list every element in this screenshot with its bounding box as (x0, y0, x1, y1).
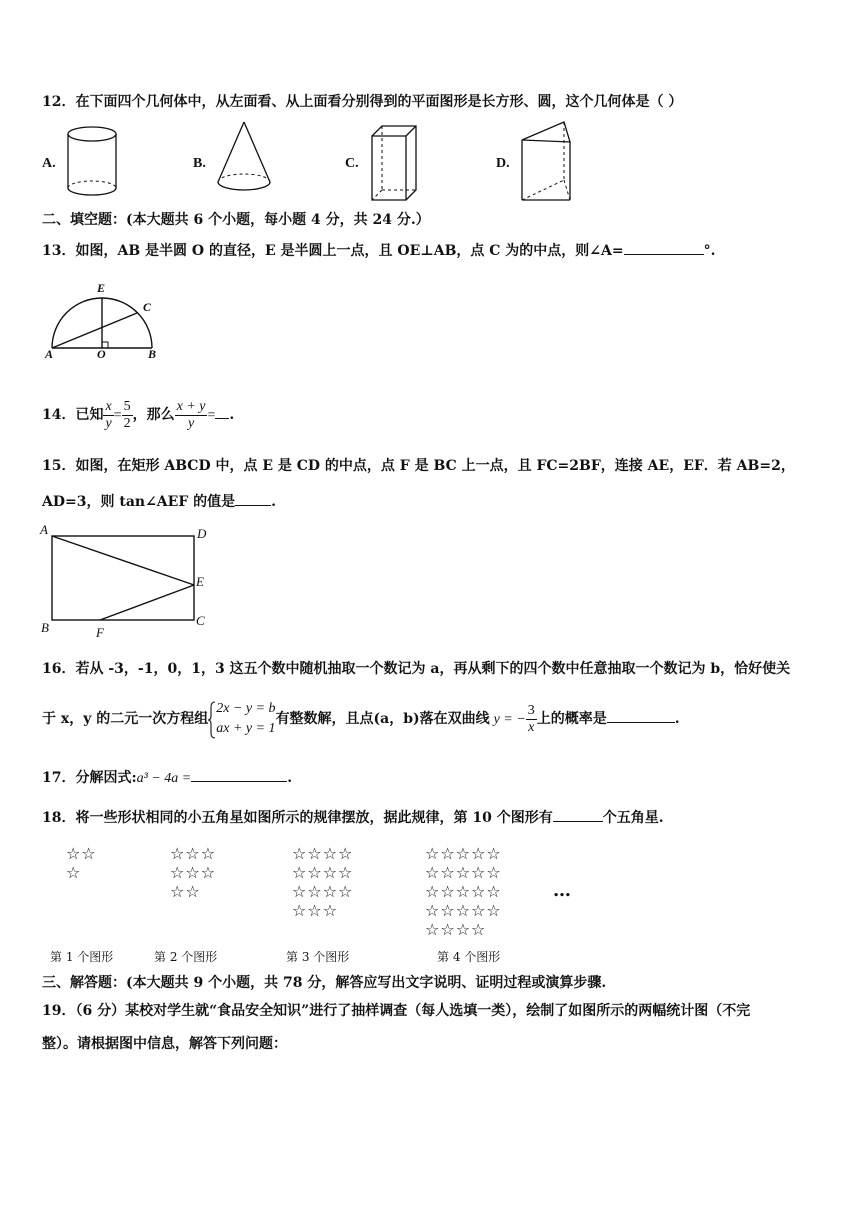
q14-end: . (229, 407, 235, 423)
star-figure-4 (425, 844, 502, 939)
label-o: O (97, 347, 106, 361)
fraction-5-over-2 (122, 399, 133, 432)
fraction-numerator: 3 (527, 702, 535, 718)
fraction-denominator: x (528, 719, 535, 735)
fraction-x-plus-y-over-y (175, 399, 208, 432)
q12-text: 12．在下面四个几何体中，从左面看、从上面看分别得到的平面图形是长方形、圆，这个几何体是（ ） (42, 94, 683, 110)
q15-line1: 15．如图，在矩形 ABCD 中，点 E 是 CD 的中点，点 F 是 BC 上一点，且 FC=2BF，连接 AE，EF．若 AB=2， (42, 458, 795, 474)
section-3-heading: 三、解答题：(本大题共 9 个小题，共 78 分，解答应写出文字说明、证明过程或演算步骤. (42, 975, 607, 991)
star-row: ☆☆☆ (292, 901, 339, 920)
label-c: C (143, 300, 152, 314)
label-f: F (96, 625, 104, 640)
q13-stem: 13．如图，AB 是半圆 O 的直径，E 是半圆上一点，且 OE⊥AB，点 C 为的中点，则∠A= (42, 243, 624, 259)
curve-lhs: y = − (493, 712, 526, 727)
q14-text (42, 394, 234, 436)
triangular-prism-figure (518, 118, 576, 206)
q16-stem-c: 上的概率是 (536, 711, 607, 727)
q16-stem-b: 有整数解，且点(a，b)落在双曲线 (275, 711, 490, 727)
equation-system (208, 699, 275, 739)
q15-line2 (42, 490, 276, 512)
q15-stem: AD=3，则 tan∠AEF 的值是 (42, 494, 236, 510)
q13-answer-blank[interactable] (624, 239, 704, 255)
q16-end: . (674, 711, 680, 727)
rectangular-prism-figure (368, 122, 420, 206)
q12-option-c-label: C. (345, 156, 359, 171)
left-brace-icon (208, 701, 216, 739)
fraction-denominator: y (187, 415, 195, 431)
star-figure-2 (170, 844, 216, 901)
section-2-heading: 二、填空题：(本大题共 6 个小题，每小题 4 分，共 24 分.） (42, 212, 430, 228)
star-row: ☆☆☆☆☆ (425, 844, 502, 863)
figure-2-caption: 第 2 个图形 (154, 950, 218, 964)
figure-3-caption: 第 3 个图形 (286, 950, 350, 964)
label-e: E (196, 574, 204, 589)
label-e: E (97, 281, 106, 295)
q18-stem: 18．将一些形状相同的小五角星如图所示的规律摆放，据此规律，第 10 个图形有 (42, 810, 553, 826)
q15-end: . (271, 494, 277, 510)
q12-option-d-label: D. (496, 156, 510, 171)
star-row: ☆☆☆☆ (292, 863, 354, 882)
q17-end: . (287, 770, 293, 786)
star-row: ☆☆☆☆☆ (425, 901, 502, 920)
q18-end: 个五角星. (602, 810, 664, 826)
star-figure-1 (66, 844, 97, 882)
rectangle-abcd-figure (42, 524, 212, 644)
q12-option-b-label: B. (193, 156, 206, 171)
q18-text (42, 806, 664, 828)
equation-1: 2x − y = b (216, 701, 276, 716)
q17-prefix: 17．分解因式: (42, 770, 137, 786)
star-row: ☆☆☆ (170, 844, 217, 863)
star-row: ☆☆ (170, 882, 201, 901)
q15-answer-blank[interactable] (235, 490, 271, 506)
equals-sign: = (113, 408, 122, 423)
fraction-denominator: y (105, 415, 112, 431)
star-row: ☆☆☆☆ (292, 844, 354, 863)
star-row: ☆☆☆☆☆ (425, 863, 502, 882)
label-a: A (40, 522, 48, 537)
q17-answer-blank[interactable] (191, 766, 287, 782)
label-b: B (148, 347, 157, 361)
label-a: A (45, 347, 54, 361)
equation-2: ax + y = 1 (216, 721, 276, 736)
cylinder-figure (62, 124, 124, 202)
fraction-3-over-x (526, 703, 537, 736)
q17-expression: a³ − 4a = (136, 771, 192, 786)
figure-4-caption: 第 4 个图形 (437, 950, 501, 964)
q16-answer-blank[interactable] (607, 707, 675, 723)
q19-line1: 19．（6 分）某校对学生就“食品安全知识”进行了抽样调查（每人选填一类），绘制了如图所示的两幅统计图（不完 (42, 1003, 751, 1019)
q17-text (42, 766, 292, 789)
equals-sign: = (207, 408, 216, 423)
label-c: C (196, 613, 205, 628)
q14-answer-blank[interactable] (215, 403, 229, 419)
figure-1-caption: 第 1 个图形 (50, 950, 114, 964)
q13-end: °. (703, 243, 716, 259)
label-d: D (197, 526, 207, 541)
star-row: ☆☆☆☆☆ (425, 882, 502, 901)
q16-line1: 16．若从 -3，-1，0，1，3 这五个数中随机抽取一个数记为 a，再从剩下的四个数中任意抽取一个数记为 b，恰好使关 (42, 661, 791, 677)
q19-line2: 整）。请根据图中信息，解答下列问题： (42, 1036, 287, 1052)
star-row: ☆ (66, 863, 82, 882)
fraction-x-over-y (103, 399, 113, 432)
fraction-numerator: x (105, 398, 112, 414)
q13-text (42, 239, 716, 261)
q14-mid: ，那么 (132, 407, 175, 423)
ellipsis: … (553, 880, 571, 901)
star-row: ☆☆☆☆ (292, 882, 354, 901)
star-row: ☆☆☆ (170, 863, 217, 882)
star-figure-3 (292, 844, 353, 920)
fraction-numerator: 5 (123, 398, 131, 414)
q18-answer-blank[interactable] (553, 806, 603, 822)
q12-option-a-label: A. (42, 156, 56, 171)
fraction-numerator: x + y (176, 398, 206, 414)
star-row: ☆☆☆☆ (425, 920, 487, 939)
label-b: B (41, 620, 49, 635)
q14-prefix: 14．已知 (42, 407, 104, 423)
cone-figure (212, 118, 276, 202)
fraction-denominator: 2 (123, 415, 131, 431)
q16-line2 (42, 696, 680, 742)
star-row: ☆☆ (66, 844, 97, 863)
q16-stem-a: 于 x，y 的二元一次方程组 (42, 711, 209, 727)
